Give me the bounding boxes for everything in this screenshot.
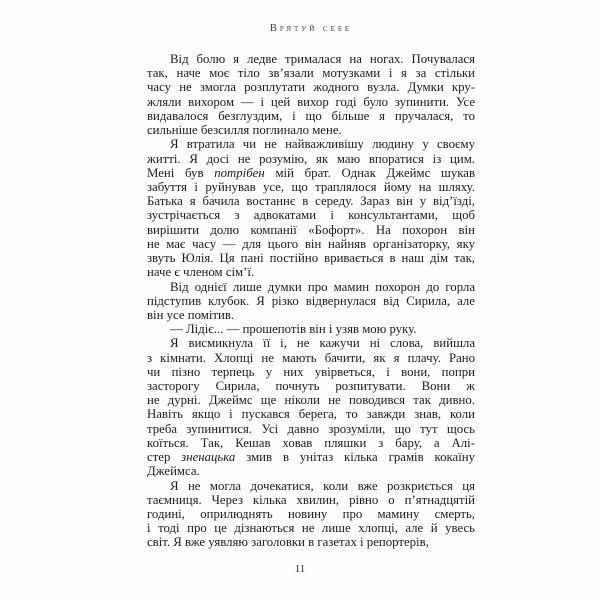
text-line: Від болю я ледве трималася на ногах. Почувалася [170,52,475,66]
text-line: жляли вихором — і цей вихор годі було зупинити. Усе [147,94,475,109]
text-line: Навіть якщо і пускався берега, то завжди знав, коли [147,407,475,422]
text-line: вирішити долю компанії «Бофорт». На похорон він [147,222,475,237]
body-text [147,52,475,550]
text-line: з кімнати. Хлопці не мають бачити, як я плачу. Рано [147,350,475,365]
text-line: підступив клубок. Я різко відвернулася від Сирила, але [147,293,475,308]
text-line: забуття і руйнував усе, що траплялося йому на шляху. [147,179,475,194]
text-line: і тоді про це дізнаються не лише хлопці, але й увесь [147,521,475,536]
text-line: житті. Я досі не розумію, як маю впоратися із цим. [147,151,475,166]
text-line: сильніше безсилля поглинало мене. [147,123,342,138]
text-line: чи пізно терпець у них увірветься, і вони, попри [147,364,475,379]
text-line: стер зненацька змив в унітаз кілька грамів кокаїну [147,450,475,465]
text-line: Від однієї лише думки про мамин похорон до горла [170,279,475,294]
text-line: Я висмикнула її і, не кажучи ні слова, вийшла [170,336,475,351]
running-header: Врятуй себе [269,23,353,34]
text-line: світ. Я вже уявляю заголовки в газетах і репортерів, [147,535,429,550]
text-line: Батька я бачила востаннє в середу. Зараз він у від’їзді, [147,194,475,209]
text-line: Джеймса. [147,464,200,479]
text-line: Я не могла дочекатися, коли вже розкриється ця [170,478,475,493]
text-line: — Лідіє... — прошепотів він і узяв мою руку. [170,322,417,337]
text-line: засторогу Сирила, почнуть розпитувати. Вони ж [147,379,475,394]
text-line: Мені був потрібен мій брат. Однак Джеймс шукав [147,165,475,180]
text-line: годині, оприлюднять новину про мамину смерть, [147,507,475,521]
text-line: не дурні. Джеймс ще ніколи не поводився так дивно. [147,393,475,408]
text-line: зустрічається з адвокатами і консультантами, щоб [147,208,475,223]
text-line: він усе помітив. [147,307,235,322]
page-number: 11 [294,563,306,575]
text-line: видавалося безглуздим, і що більше я пручалася, то [147,108,475,123]
text-line: так, наче моє тіло зв’язали мотузками і я за стільки [147,66,475,81]
text-line: наче є членом сім’ї. [147,265,255,280]
text-line: Я втратила чи не найважливішу людину у своєму [170,137,475,152]
text-line: треба зупинитися. Усі давно зрозуміли, що тут щось [147,421,475,436]
text-line: таємниця. Через кілька хвилин, рівно о п’ятнадцятій [147,492,475,507]
text-line: часу не змогла розплутати жодного вузла. Думки кру- [147,80,475,95]
text-line: коїться. Так, Кешав ховав пляшки з бару, а Алі- [147,435,475,450]
text-line: не має часу — для цього він найняв організаторку, яку [147,236,475,251]
text-line: звуть Юлія. Ця пані постійно вривається в наш дім так, [147,251,475,266]
